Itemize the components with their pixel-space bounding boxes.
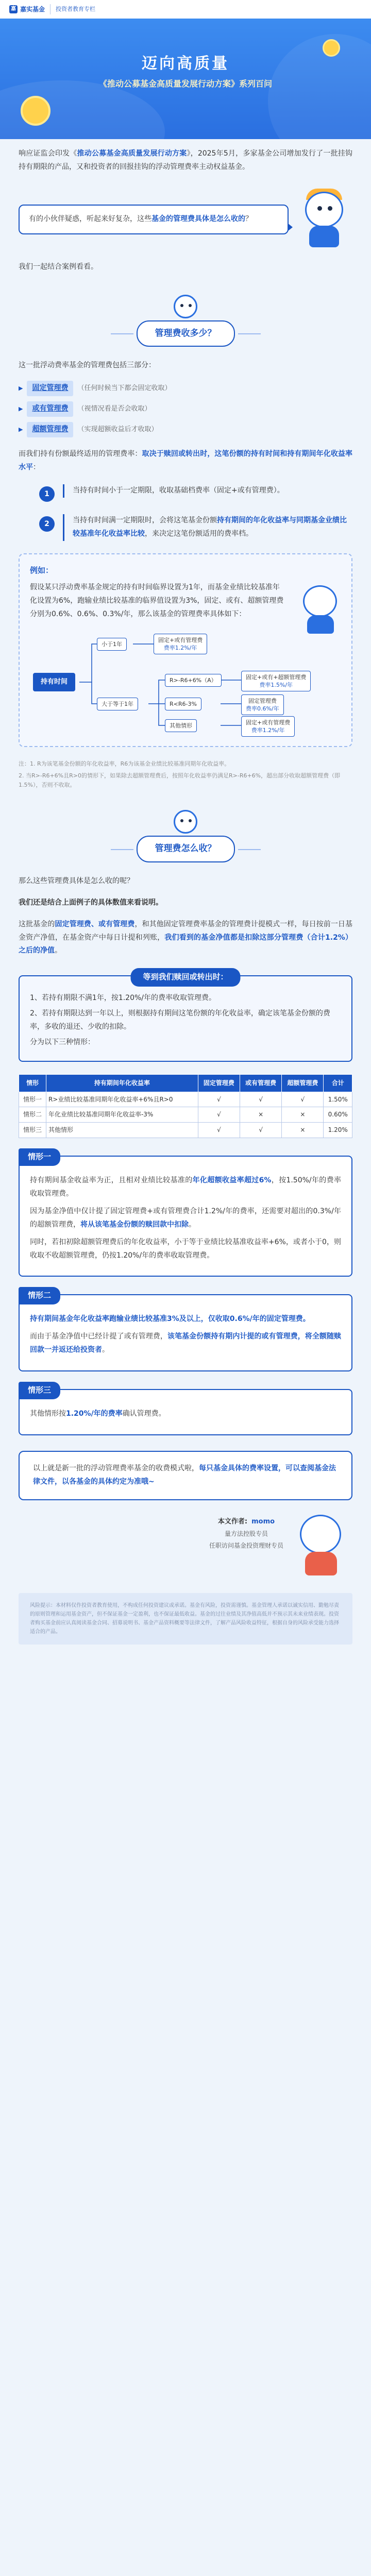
bullet-icon: ▶ [19, 384, 23, 392]
table-cell: 情形二 [19, 1107, 46, 1123]
body-text: 确认管理费。 [122, 1410, 166, 1418]
article-body [0, 147, 371, 1665]
logo-text: 嘉实基金 [20, 5, 45, 13]
case-box-2 [19, 1291, 352, 1371]
fee-type-name: 固定管理费 [27, 381, 73, 396]
flow-root-node: 持有时间 [33, 673, 75, 691]
flow-fee-low [241, 716, 295, 737]
author-block [19, 1511, 352, 1578]
highlight-text: 1.20%/年的费率 [66, 1410, 123, 1418]
flow-branch-ge: 大于等于1年 [97, 698, 138, 710]
fee-flow-diagram [30, 626, 341, 735]
section-title: 管理费怎么收？ [137, 836, 235, 862]
body-text: 其他情形按 [30, 1410, 66, 1418]
author-desc: 任职访问基金投资理财专员 [209, 1542, 283, 1550]
body-text: 以上就是新一批的浮动管理费率基金的收费模式啦， [33, 1464, 199, 1472]
how-intro-highlight: 我们还是结合上面例子的具体数值来看说明。 [19, 898, 163, 907]
flow-fee-mid [241, 694, 284, 716]
section-title: 管理费收多少？ [137, 320, 235, 347]
table-cell: 1.50% [324, 1092, 352, 1107]
highlight-text: 持有期间的年化收益率与同期基金业绩比较基准年化收益率比较 [73, 516, 347, 538]
case-paragraph [30, 1205, 341, 1232]
highlight-text: 仅收取0.6%/年的固定管理费。 [208, 1315, 310, 1324]
table-cell: √ [240, 1123, 282, 1138]
fee-label: 固定管理费 [248, 697, 277, 704]
fee-type-list [19, 381, 352, 437]
rule-line: 1、若持有期限不满1年，按1.20%/年的费率收取管理费。 [30, 994, 216, 1003]
body-text: 当持有时间满一定期限时，会将这笔基金份额 [73, 516, 217, 525]
author-info [209, 1516, 283, 1552]
highlight-text: 我们看到的基金净值都是扣除这部分管理费（合计1.2%）之后的净值 [19, 933, 353, 955]
body-text: ，来决定这笔份额适用的费率档。 [145, 530, 253, 538]
table-cell: √ [198, 1092, 240, 1107]
body-text: 。 [102, 1346, 109, 1354]
body-text: 这批基金的 [19, 920, 55, 928]
intro-paragraph [19, 147, 352, 174]
table-cell: √ [198, 1107, 240, 1123]
table-header: 持有期间年化收益率 [46, 1074, 198, 1092]
author-label: 本文作者: [217, 1517, 248, 1526]
table-cell: 年化业绩比较基准同期年化收益率-3% [46, 1107, 198, 1123]
body-text: ： [33, 463, 40, 471]
mascot-icon [291, 1511, 352, 1578]
highlight-text: 取决于赎回或转出时，这笔份额的持有时间和持有期间年化收益率水平 [19, 449, 353, 471]
highlight-text: 固定管理费、或有管理费 [55, 920, 135, 928]
fee-rate: 费率1.5%/年 [259, 682, 293, 689]
fee-type-item [19, 422, 352, 437]
fee-intro-text: 这一批浮动费率基金的管理费包括三部分： [19, 361, 156, 370]
case-box-3 [19, 1385, 352, 1435]
example-tag: 例如： [30, 566, 54, 575]
case-paragraph [30, 1408, 341, 1421]
body-text: 。 [189, 1220, 196, 1229]
step-item [39, 484, 352, 502]
table-cell: R>业绩比较基准同期年化收益率+6%且R>0 [46, 1092, 198, 1107]
example-text: 假设某只浮动费率基金规定的持有时间临界设置为1年，而基金业绩比较基准年化设置为6%，跑输业绩比较基准的临界值设置为3%，固定、或有、超额管理费分别为0.6%、0.6%、0.3%/年，那么该基金的管理费率具体如下： [30, 583, 284, 618]
flow-cond-high: R>-R6+6%（A） [165, 674, 222, 687]
flow-branch-lt: 小于1年 [97, 638, 127, 651]
case-paragraph [30, 1236, 341, 1263]
case-paragraph [30, 1313, 341, 1326]
author-role: 量方法控股专员 [224, 1530, 268, 1538]
fee-type-item [19, 401, 352, 417]
hero-banner [0, 19, 371, 139]
rule-line: 2、若持有期限达到一年以上，则根据持有期间这笔份额的年化收益率，确定该笔基金份额的费率，多收的退还、少收的扣除。 [30, 1009, 330, 1031]
fee-rate: 费率0.6%/年 [246, 705, 279, 713]
table-header-row [19, 1074, 352, 1092]
body-text: 当持有时间小于一定期限，收取基础档费率（固定+或有管理费）。 [73, 486, 284, 495]
step-text [63, 514, 352, 541]
how-intro-text: 那么这些管理费具体是怎么收的呢？ [19, 876, 134, 885]
footnote: 注：1. R为该笔基金份额的年化收益率，R6为该基金业绩比较基准同期年化收益率。 [19, 760, 230, 767]
hero-subtitle: 《推动公募基金高质量发展行动方案》系列百问 [98, 79, 272, 89]
body-text: 而我们持有份额最终适用的管理费率： [19, 449, 142, 458]
table-cell: 其他情形 [46, 1123, 198, 1138]
hero-title: 迈向高质量 [142, 55, 229, 73]
fee-type-name: 或有管理费 [27, 401, 73, 417]
table-cell: √ [240, 1092, 282, 1107]
highlight-text: 每只基金具体的费率设置，可以查阅基金法律文件，以各基金的具体约定为准哦~ [33, 1464, 336, 1486]
brand-logo[interactable] [9, 4, 45, 15]
step-text [63, 484, 284, 498]
case-tag: 情形一 [19, 1148, 60, 1166]
table-row [19, 1107, 352, 1123]
highlight-text: 基金的管理费具体是怎么收的 [151, 214, 245, 223]
rule-box-title: 等到我们赎回或转出时： [130, 968, 240, 987]
body-text: 有的小伙伴疑惑，听起来好复杂，这些 [29, 214, 151, 223]
body-text: 同时，若扣初除超额管理费后的年化收益率，小于等于业绩比较基准收益率+6%，或者小于0，则收取不收超额管理费，仍按1.20%/年的费率收取管理费。 [30, 1238, 341, 1260]
fee-type-name: 超额管理费 [27, 422, 73, 437]
question-bubble [19, 205, 289, 234]
highlight-text: 年化超额收益率超过6% [192, 1176, 272, 1185]
case-paragraph [30, 1174, 341, 1201]
step-number: 1 [39, 486, 55, 502]
logo-icon: 嘉 [9, 5, 18, 13]
daily-accrual-paragraph [19, 918, 352, 958]
redemption-rule-box [19, 972, 352, 1062]
body-text: 》，2025年5月，多家基金公司增加发行了一批挂钩持有期限的产品，又和投资者的回报挂钩的浮动管理费率主动权益基金。 [19, 149, 353, 171]
author-name: momo [251, 1517, 275, 1526]
table-cell: × [240, 1107, 282, 1123]
body-text: 因为基金净值中仅计提了固定管理费+或有管理费合计1.2%/年的费率，还需要对超出的0.3%/年的超额管理费， [30, 1207, 341, 1229]
body-text: ，和其他固定管理费率基金的管理费计提模式一样，每日按前一日基金资产净值，在基金资产中每日计提和列账， [19, 920, 353, 942]
table-cell: √ [198, 1123, 240, 1138]
step-number: 2 [39, 516, 55, 532]
table-header: 情形 [19, 1074, 46, 1092]
rule-paragraph [19, 448, 352, 474]
fee-type-desc: （视情况看是否会收取） [77, 404, 151, 413]
section-heading-fee-amount [19, 295, 352, 347]
coin-decoration-icon [21, 96, 50, 126]
body-text: 而由于基金净值中已经计提了或有管理费， [30, 1332, 167, 1341]
flow-cond-low: 其他情形 [165, 719, 197, 732]
table-header: 超额管理费 [282, 1074, 324, 1092]
mascot-icon [174, 295, 197, 318]
together-text: 我们一起结合案例看看。 [19, 262, 98, 271]
step-item [39, 514, 352, 541]
table-header: 固定管理费 [198, 1074, 240, 1092]
fee-label: 固定+或有管理费 [246, 719, 291, 726]
body-text: 响应证监会印发《 [19, 149, 77, 158]
table-cell: 0.60% [324, 1107, 352, 1123]
summary-box [19, 1451, 352, 1500]
flow-cond-mid: R<R6-3% [165, 698, 201, 710]
table-cell: √ [282, 1092, 324, 1107]
table-header: 合计 [324, 1074, 352, 1092]
mascot-icon [296, 189, 352, 250]
bullet-icon: ▶ [19, 405, 23, 412]
footnote: 2. 当R>-R6+6%且R>0的情形下，如果除去超额管理费后，按照年化收益率仍满足R>-R6+6%，超出部分收取超额管理费（即1.5%），否则不收取。 [19, 772, 341, 788]
table-header: 或有管理费 [240, 1074, 282, 1092]
example-box [19, 553, 352, 747]
table-row [19, 1092, 352, 1107]
fee-type-item [19, 381, 352, 396]
highlight-text: 推动公募基金高质量发展行动方案 [77, 149, 187, 158]
fee-type-desc: （任何时候当下都会固定收取） [77, 384, 172, 392]
risk-disclaimer: 风险提示：本材料仅作投资者教育使用，不构成任何投资建议或承诺。基金有风险，投资需谨慎。基金管理人承诺以诚实信用、勤勉尽责的原则管理和运用基金资产，但不保证基金一定盈利，也不保证最低收益。基金的过往业绩及其净值高低并不预示其未来业绩表现。投资者购买基金前应认真阅读基金合同、招募说明书、基金产品资料概要等法律文件，了解产品风险收益特征，根据自身的风险承受能力选择适合的产品。 [19, 1593, 352, 1645]
fee-rate: 费率1.2%/年 [251, 727, 285, 734]
bullet-icon: ▶ [19, 426, 23, 433]
body-text: ？ [245, 214, 252, 223]
author-name-line [209, 1516, 283, 1529]
table-cell: × [282, 1123, 324, 1138]
table-cell: 1.20% [324, 1123, 352, 1138]
flow-fee-lt [154, 634, 207, 655]
fee-rate: 费率1.2%/年 [163, 645, 197, 652]
case-tag: 情形三 [19, 1382, 60, 1399]
body-text: ，按1.50%/年的费率收取管理费。 [30, 1176, 341, 1198]
flow-fee-high [241, 671, 311, 692]
case-box-1 [19, 1152, 352, 1277]
fee-type-desc: （实现超额收益后才收取） [77, 425, 158, 433]
case-tag: 情形二 [19, 1287, 60, 1304]
section-heading-fee-method [19, 810, 352, 862]
fee-label: 固定+或有+超额管理费 [246, 673, 307, 681]
highlight-text: 持有期间基金年化收益率跑输业绩比较基准3%及以上， [30, 1315, 208, 1324]
highlight-text: 该笔基金份额持有期内计提的或有管理费，将全额随赎回款一并返还给投资者 [30, 1332, 342, 1354]
body-text: 持有期间基金收益率为正，且相对业绩比较基准的 [30, 1176, 193, 1185]
highlight-text: 将从该笔基金份额的赎回款中扣除 [80, 1220, 189, 1229]
question-row [19, 189, 352, 250]
rule-line: 分为以下三种情形： [30, 1038, 95, 1046]
fee-case-table [19, 1074, 352, 1138]
fee-label: 固定+或有管理费 [158, 636, 203, 643]
column-tag: 投资者教育专栏 [50, 4, 95, 14]
table-row [19, 1123, 352, 1138]
mascot-icon [174, 810, 197, 834]
body-text: 。 [55, 946, 62, 955]
top-bar [0, 0, 371, 19]
case-paragraph [30, 1330, 341, 1357]
table-cell: × [282, 1107, 324, 1123]
table-cell: 情形三 [19, 1123, 46, 1138]
table-cell: 情形一 [19, 1092, 46, 1107]
